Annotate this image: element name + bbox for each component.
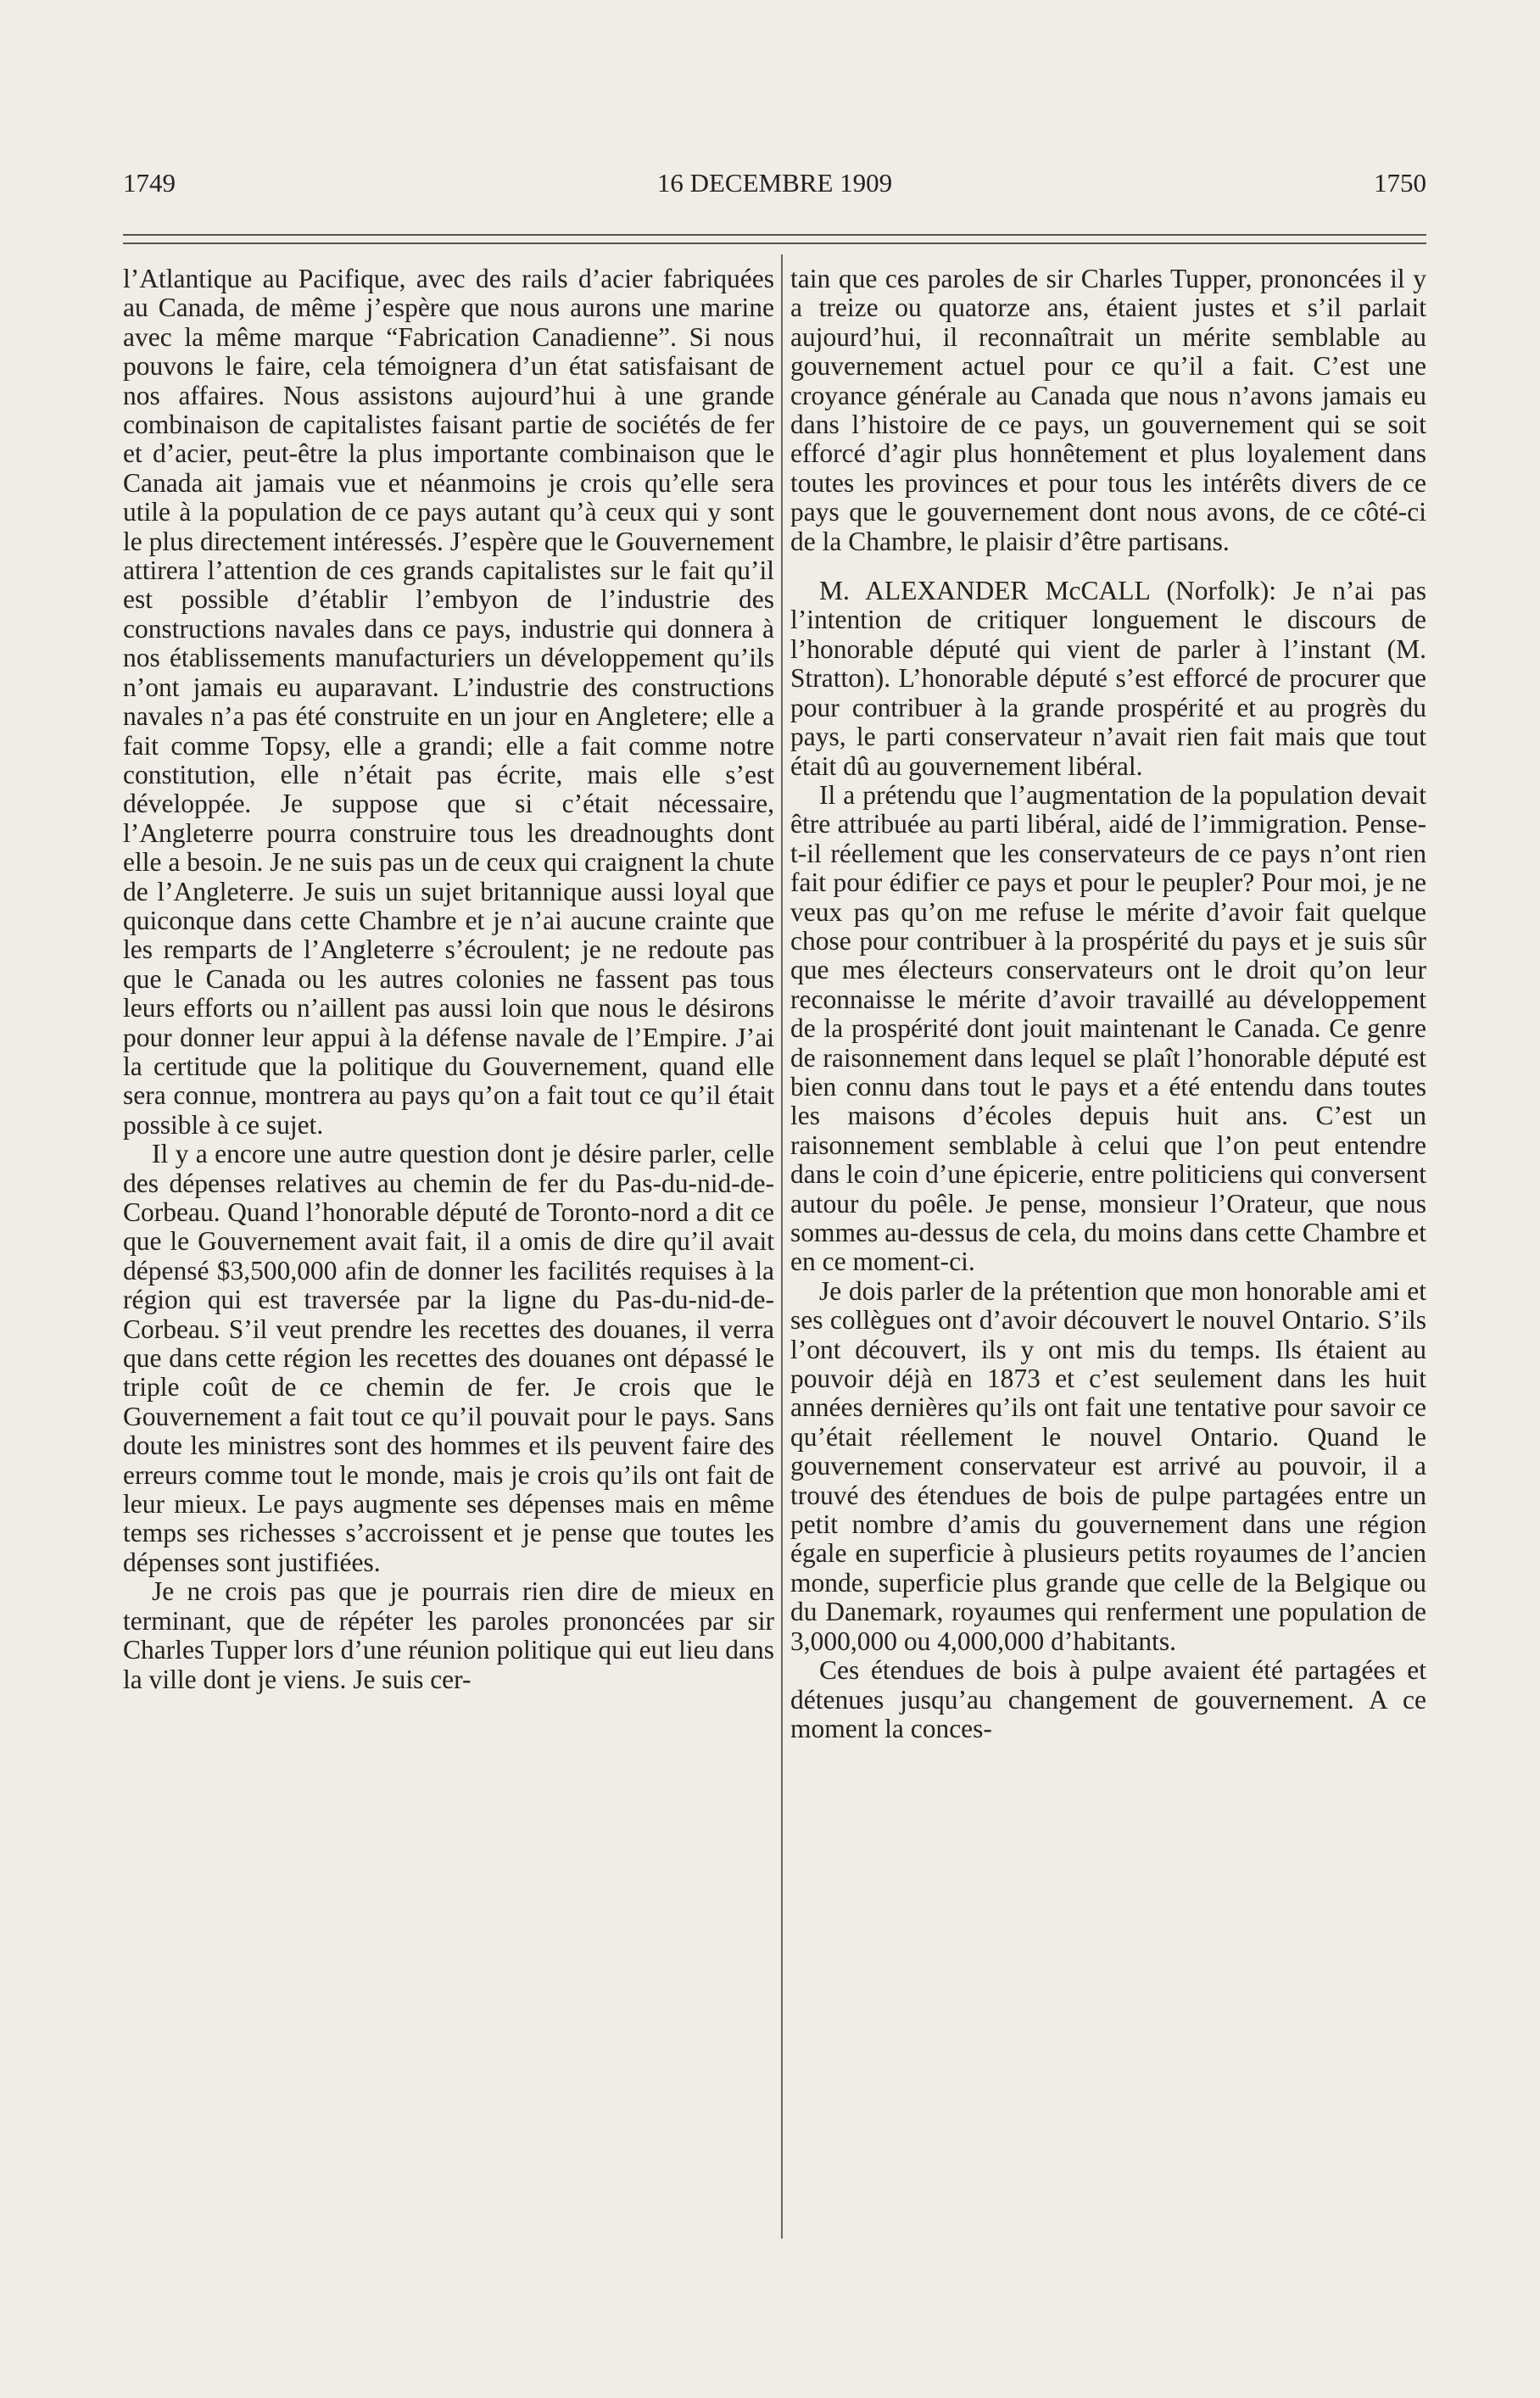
header-date: 16 DECEMBRE 1909 — [656, 168, 893, 198]
page-number-left: 1749 — [123, 168, 176, 198]
right-paragraph-3: Il a prétendu que l’augmentation de la population devait être attribuée au parti libéral, aidé de l’immigration. Pense-t-il réellement que les conservateurs de ce pays n’ont rien fait pour édifier ce pays et pour le peupler? Pour moi, je ne veux pas qu’on me refuse le mérite d’avoir fait quelque chose pour contribuer à la prospérité du pays et je suis sûr que mes électeurs conservateurs ont le droit qu’on leur reconnaisse le mérite d’avoir travaillé au développement de la prospérité dont jouit maintenant le Canada. Ce genre de raisonnement dans lequel se plaît l’honorable député est bien connu dans tout le pays et a été entendu dans toutes les maisons d’écoles depuis huit ans. C’est un raisonnement semblable à celui que l’on peut entendre dans le coin d’une épicerie, entre politiciens qui conversent autour du poêle. Je pense, monsieur l’Orateur, que nous sommes au-dessus de cela, du moins dans cette Chambre et en ce moment-ci. — [790, 779, 1426, 1277]
column-divider — [781, 254, 783, 2239]
right-paragraph-4: Je dois parler de la prétention que mon honorable ami et ses collègues ont d’avoir découvert le nouvel Ontario. S’ils l’ont découvert, ils y ont mis du temps. Ils étaient au pouvoir déjà en 1873 et c’est seulement dans les huit années dernières qu’ils ont fait une tentative pour savoir ce qu’était réellement le nouvel Ontario. Quand le gouvernement conservateur est arrivé au pouvoir, il a trouvé des étendues de bois de pulpe partagées entre un petit nombre d’amis du gouvernement dans une région égale en superficie à plusieurs petits royaumes de l’ancien monde, superficie plus grande que celle de la Belgique ou du Danemark, royaumes qui renferment une population de 3,000,000 ou 4,000,000 d’habitants. — [790, 1275, 1426, 1656]
left-paragraph-2: Il y a encore une autre question dont je désire parler, celle des dépenses relatives au chemin de fer du Pas-du-nid-de-Corbeau. Quand l’honorable député de Toronto-nord a dit ce que le Gouvernement avait fait, il a omis de dire qu’il avait dépensé $3,500,000 afin de donner les facilités requises à la région qui est traversée par la ligne du Pas-du-nid-de-Corbeau. S’il veut prendre les recettes des douanes, il verra que dans cette région les recettes des douanes ont dépassé le triple coût de ce chemin de fer. Je crois que le Gouvernement a fait tout ce qu’il pouvait pour le pays. Sans doute les ministres sont des hommes et ils peuvent faire des erreurs comme tout le monde, mais je crois qu’ils ont fait de leur mieux. Le pays augmente ses dépenses mais en même temps ses richesses s’accroissent et je pense que toutes les dépenses sont justifiées. — [123, 1139, 774, 1577]
page-header — [123, 168, 1426, 209]
right-column — [790, 265, 1426, 1743]
header-rule-top — [123, 234, 1426, 236]
left-column — [123, 265, 774, 1694]
left-paragraph-1: l’Atlantique au Pacifique, avec des rails d’acier fabriquées au Canada, de même j’espère que nous aurons une marine avec la même marque “Fabrication Canadienne”. Si nous pouvons le faire, cela témoignera d’un état satisfaisant de nos affaires. Nous assistons aujourd’hui à une grande combinaison de capitalistes faisant partie de sociétés de fer et d’acier, peut-être la plus importante combinaison que le Canada ait jamais vue et néanmoins je crois qu’elle sera utile à la population de ce pays autant qu’à ceux qui y sont le plus directement intéressés. J’espère que le Gouvernement attirera l’attention de ces grands capitalistes sur le fait qu’il est possible d’établir l’embyon de l’industrie des constructions navales dans ce pays, industrie qui donnera à nos établissements manufacturiers un développement qu’ils n’ont jamais eu auparavant. L’industrie des constructions navales n’a pas été construite en un jour en Angletere; elle a fait comme Topsy, elle a grandi; elle a fait comme notre constitution, elle n’était pas écrite, mais elle s’est développée. Je suppose que si c’était nécessaire, l’Angleterre pourra construire tous les dreadnoughts dont elle a besoin. Je ne suis pas un de ceux qui craignent la chute de l’Angleterre. Je suis un sujet britannique aussi loyal que quiconque dans cette Chambre et je n’ai aucune crainte que les remparts de l’Angleterre s’écroulent; je ne redoute pas que le Canada ou les autres colonies ne fassent pas tous leurs efforts ou n’aillent pas aussi loin que nous le désirons pour donner leur appui à la défense navale de l’Empire. J’ai la certitude que la politique du Gouvernement, quand elle sera connue, montrera au pays qu’on a fait tout ce qu’il était possible à ce sujet. — [123, 264, 774, 1140]
right-paragraph-5: Ces étendues de bois à pulpe avaient été partagées et détenues jusqu’au changement de gouvernement. A ce moment la conces- — [790, 1655, 1426, 1743]
right-paragraph-1: tain que ces paroles de sir Charles Tupper, prononcées il y a treize ou quatorze ans, étaient justes et s’il parlait aujourd’hui, il reconnaîtrait un mérite semblable au gouvernement actuel pour ce qu’il a fait. C’est une croyance générale au Canada que nous n’avons jamais eu dans l’histoire de ce pays, un gouvernement qui se soit efforcé d’agir plus honnêtement et plus loyalement dans toutes les provinces et pour tous les intérêts divers de ce pays que le gouvernement dont nous avons, de ce côté-ci de la Chambre, le plaisir d’être partisans. — [790, 264, 1426, 556]
left-paragraph-3: Je ne crois pas que je pourrais rien dire de mieux en terminant, que de répéter les paroles prononcées par sir Charles Tupper lors d’une réunion politique qui eut lieu dans la ville dont je viens. Je suis cer- — [123, 1576, 774, 1694]
right-paragraph-2: M. ALEXANDER McCALL (Norfolk): Je n’ai pas l’intention de critiquer longuement le discours de l’honorable député qui vient de parler à l’instant (M. Stratton). L’honorable député s’est efforcé de procurer que pour contribuer à la grande prospérité et au progrès du pays, le parti conservateur n’avait rien fait mais que tout était dû au gouvernement libéral. — [790, 576, 1426, 781]
header-rule-bottom — [123, 243, 1426, 244]
page-number-right: 1750 — [1374, 168, 1426, 198]
